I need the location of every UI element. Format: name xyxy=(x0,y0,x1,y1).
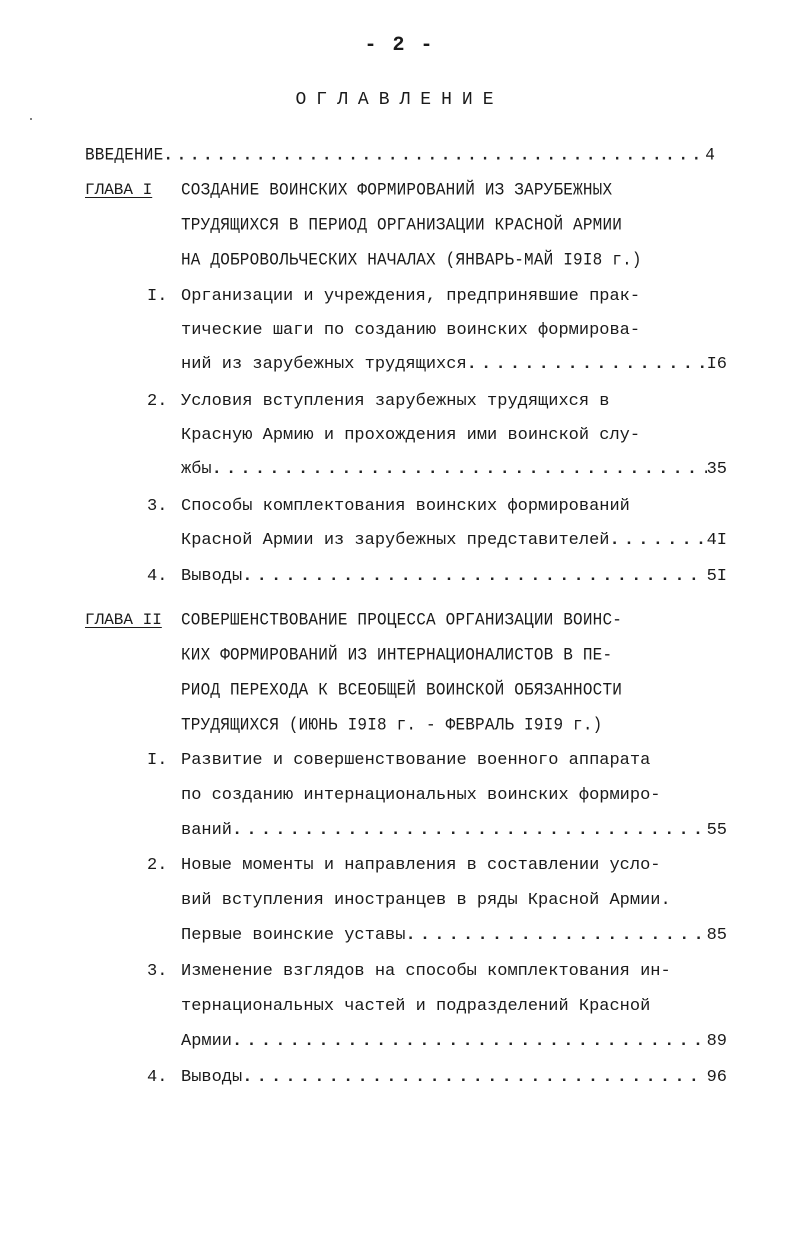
section-line: тические шаги по созданию воинских формирова- xyxy=(181,321,641,340)
section-page: 4I xyxy=(706,531,727,550)
section-line: Новые моменты и направления в составлении усло- xyxy=(181,856,661,875)
toc-entry xyxy=(181,816,727,846)
section-page: 5I xyxy=(706,567,727,586)
section-number: I. xyxy=(147,287,168,306)
page-number: - 2 - xyxy=(364,34,435,57)
section-page: 96 xyxy=(706,1068,727,1087)
section-line: вий вступления иностранцев в ряды Красной Армии. xyxy=(181,891,671,910)
section-line: жбы xyxy=(181,460,212,479)
chapter1-title-line: НА ДОБРОВОЛЬЧЕСКИХ НАЧАЛАХ (ЯНВАРЬ-МАЙ I9I8 г.) xyxy=(181,249,642,271)
dot-leader xyxy=(242,1063,706,1093)
toc-entry xyxy=(181,562,727,592)
chapter2-title-line: РИОД ПЕРЕХОДА К ВСЕОБЩЕЙ ВОИНСКОЙ ОБЯЗАННОСТИ xyxy=(181,679,623,701)
section-line: Организации и учреждения, предпринявшие прак- xyxy=(181,287,641,306)
dot-leader xyxy=(405,921,706,951)
dot-leader xyxy=(242,562,706,592)
section-number: I. xyxy=(147,751,168,770)
section-number: 3. xyxy=(147,962,168,981)
section-page: 55 xyxy=(706,821,727,840)
dot-leader xyxy=(609,526,706,556)
dot-leader xyxy=(212,455,707,485)
toc-entry xyxy=(181,526,727,556)
stray-mark xyxy=(30,118,32,120)
toc-title: ОГЛАВЛЕНИЕ xyxy=(295,90,504,110)
chapter2-title-line: СОВЕРШЕНСТВОВАНИЕ ПРОЦЕССА ОРГАНИЗАЦИИ ВОИНС- xyxy=(181,609,623,631)
chapter1-title-line: СОЗДАНИЕ ВОИНСКИХ ФОРМИРОВАНИЙ ИЗ ЗАРУБЕЖНЫХ xyxy=(181,179,613,201)
intro-page: 4 xyxy=(705,144,715,166)
section-number: 2. xyxy=(147,856,168,875)
section-line: Красной Армии из зарубежных представителей xyxy=(181,531,610,550)
section-number: 3. xyxy=(147,497,168,516)
section-line: по созданию интернациональных воинских формиро- xyxy=(181,786,661,805)
section-line: Красную Армию и прохождения ими воинской слу- xyxy=(181,426,641,445)
section-number: 2. xyxy=(147,392,168,411)
section-page: I6 xyxy=(706,355,727,374)
section-line: Выводы xyxy=(181,1068,243,1087)
dot-leader xyxy=(163,138,705,172)
section-line: Способы комплектования воинских формирований xyxy=(181,497,630,516)
dot-leader xyxy=(232,1027,707,1057)
section-line: Армии xyxy=(181,1032,233,1051)
toc-entry xyxy=(181,350,727,380)
chapter1-title-line: ТРУДЯЩИХСЯ В ПЕРИОД ОРГАНИЗАЦИИ КРАСНОЙ АРМИИ xyxy=(181,214,623,236)
chapter2-title-line: КИХ ФОРМИРОВАНИЙ ИЗ ИНТЕРНАЦИОНАЛИСТОВ В ПЕ- xyxy=(181,644,613,666)
section-number: 4. xyxy=(147,1068,168,1087)
toc-entry xyxy=(181,455,727,485)
section-line: Развитие и совершенствование военного аппарата xyxy=(181,751,651,770)
section-number: 4. xyxy=(147,567,168,586)
chapter2-label: ГЛАВА II xyxy=(85,611,162,629)
chapter2-title-line: ТРУДЯЩИХСЯ (ИЮНЬ I9I8 г. - ФЕВРАЛЬ I9I9 г.) xyxy=(181,714,603,736)
toc-entry xyxy=(181,921,727,951)
section-line: Условия вступления зарубежных трудящихся в xyxy=(181,392,610,411)
section-line: ваний xyxy=(181,821,233,840)
section-line: Первые воинские уставы xyxy=(181,926,406,945)
chapter1-label: ГЛАВА I xyxy=(85,181,153,199)
section-line: Выводы xyxy=(181,567,243,586)
toc-entry xyxy=(181,1063,727,1093)
section-page: 35 xyxy=(706,460,727,479)
section-line: Изменение взглядов на способы комплектования ин- xyxy=(181,962,671,981)
toc-entry xyxy=(181,1027,727,1057)
section-page: 89 xyxy=(706,1032,727,1051)
section-page: 85 xyxy=(706,926,727,945)
section-line: тернациональных частей и подразделений Красной xyxy=(181,997,651,1016)
section-line: ний из зарубежных трудящихся xyxy=(181,355,467,374)
dot-leader xyxy=(232,816,707,846)
toc-entry-intro xyxy=(85,138,715,172)
intro-label: ВВЕДЕНИЕ xyxy=(85,144,164,166)
dot-leader xyxy=(467,350,707,380)
